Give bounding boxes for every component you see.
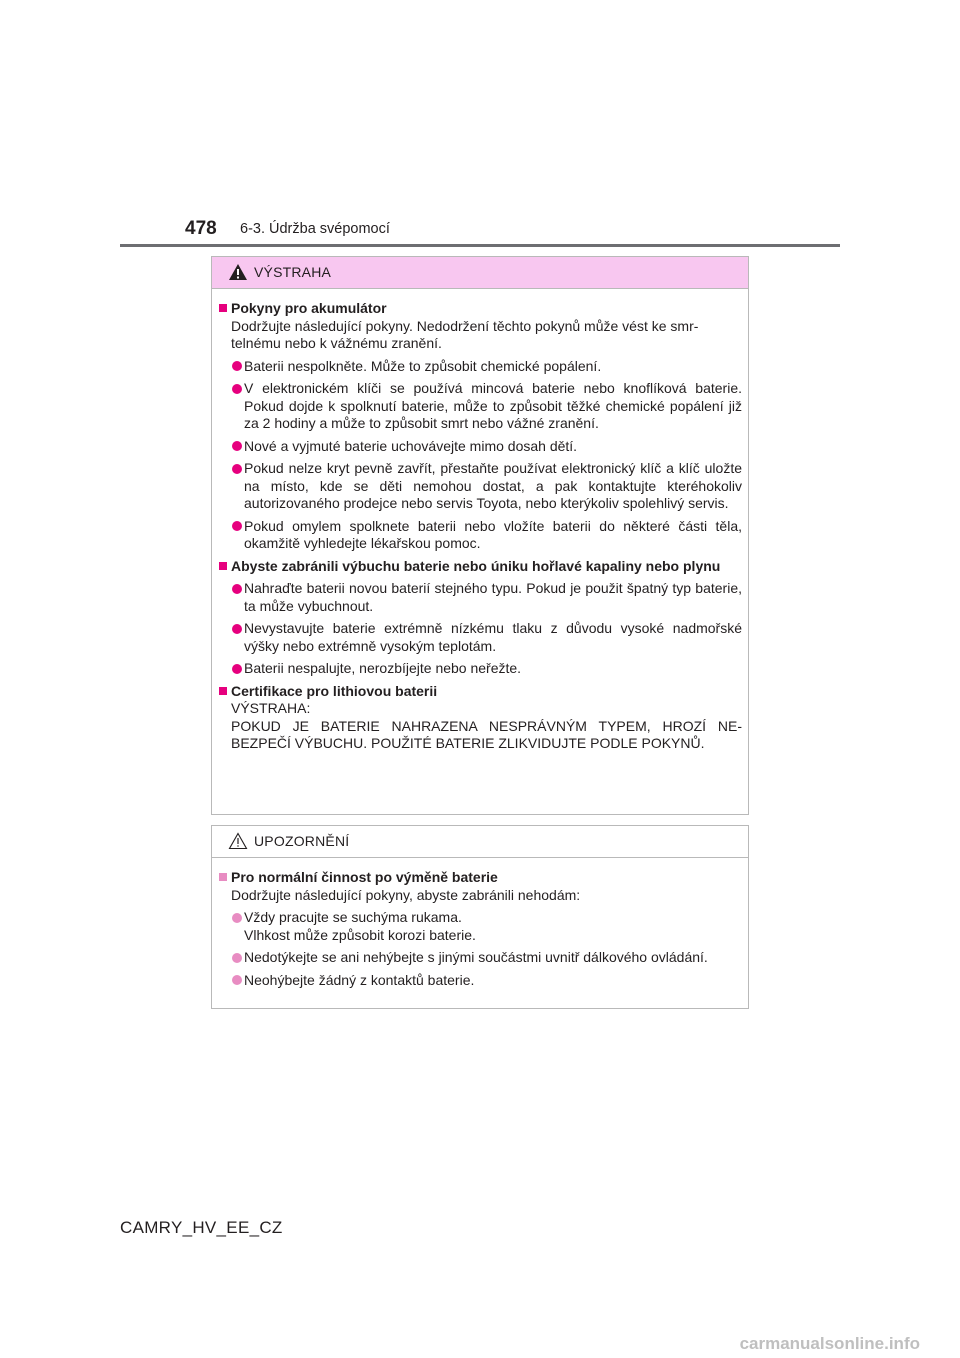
section-intro: Dodržujte následující pokyny. Nedodržení těchto pokynů může vést ke smr-telnému nebo k vážnému zranění. [231,317,699,351]
list-item-text: Nevystavujte baterie extrémně nízkému tlaku z důvodu vysoké nadmořské výšky nebo extrémně vysokým teplotám. [244,620,742,654]
list-item-text: Nové a vyjmuté baterie uchovávejte mimo dosah dětí. [244,437,578,454]
certification-line: VÝSTRAHA: [231,700,311,716]
list-item [219,949,742,967]
list-item [219,460,742,513]
round-bullet-icon [232,584,242,594]
warning-body [212,289,748,753]
caution-label: UPOZORNĚNÍ [254,833,350,849]
list-item-text: Vždy pracujte se suchýma rukama. [244,909,462,925]
section-heading [219,869,742,887]
section-heading [219,683,742,701]
list-item [219,518,742,553]
round-bullet-icon [232,521,242,531]
section-heading-text: Pro normální činnost po výměně baterie [231,869,498,885]
caution-body [212,858,748,989]
list-item [219,620,742,655]
list-item-text: Baterii nespolkněte. Může to způsobit chemické popálení. [244,357,602,374]
round-bullet-icon [232,384,242,394]
caution-box [211,825,749,1009]
section-heading-text: Abyste zabránili výbuchu baterie nebo úniku hořlavé kapaliny nebo plynu [231,557,721,574]
section-heading [219,300,742,318]
round-bullet-icon [232,664,242,674]
certification-line: POKUD JE BATERIE NAHRAZENA NESPRÁVNÝM TYPEM, HROZÍ NE-BEZPEČÍ VÝBUCHU. POUŽITÉ BATERIE ZLIKVIDUJTE PODLE POKYNŮ. [231,717,742,751]
watermark: carmanualsonline.info [739,1334,920,1353]
list-item-text: Vlhkost může způsobit korozi baterie. [244,926,476,943]
round-bullet-icon [232,913,242,923]
section-heading-text: Pokyny pro akumulátor [231,300,387,316]
list-item [219,380,742,433]
section-intro: Dodržujte následující pokyny, abyste zabránili nehodám: [231,886,581,903]
list-item-text: Pokud nelze kryt pevně zavřít, přestaňte používat elektronický klíč a klíč uložte na místo, kde se děti nemohou dostat, a pak kontaktujte kteréhokoliv autorizovaného prodejce nebo servis Toyota, nebo kterýkoliv spolehlivý servis. [244,460,742,511]
list-item-text: Baterii nespalujte, nerozbíjejte nebo neřežte. [244,660,522,676]
square-bullet-icon [219,562,227,570]
warning-triangle-icon [228,263,248,281]
list-item-text: Pokud omylem spolknete baterii nebo vložíte baterii do některé části těla, okamžitě vyhledejte lékařskou pomoc. [244,517,742,551]
list-item-text: Nahraďte baterii novou baterií stejného typu. Pokud je použit špatný typ baterie, ta může vybuchnout. [244,580,742,614]
caution-header [212,826,748,858]
section-title: 6-3. Údržba svépomocí [240,221,390,237]
round-bullet-icon [232,953,242,963]
list-item [219,438,742,456]
round-bullet-icon [232,361,242,371]
list-item-text: Neohýbejte žádný z kontaktů baterie. [244,971,475,988]
round-bullet-icon [232,441,242,451]
warning-header [212,257,748,289]
square-bullet-icon [219,304,227,312]
warning-label: VÝSTRAHA [254,264,332,280]
section-heading-text: Certifikace pro lithiovou baterii [231,682,438,699]
list-item [219,580,742,615]
list-item [219,358,742,376]
list-item-text: V elektronickém klíči se používá mincová baterie nebo knoflíková baterie. Pokud dojde k spolknutí baterie, může to způsobit těžké chemické popálení již za 2 hodiny a může to způsobit smrt nebo vážné zranění. [244,380,742,431]
caution-triangle-icon [228,832,248,850]
list-item [219,909,742,944]
list-item-text: Nedotýkejte se ani nehýbejte s jinými součástmi uvnitř dálkového ovládání. [244,949,708,965]
list-item [219,660,742,678]
header-rule [120,244,840,247]
square-bullet-icon [219,873,227,881]
section-heading [219,558,742,576]
list-item [219,972,742,990]
square-bullet-icon [219,687,227,695]
round-bullet-icon [232,624,242,634]
page-number: 478 [185,218,217,239]
model-code: CAMRY_HV_EE_CZ [120,1218,283,1237]
round-bullet-icon [232,464,242,474]
warning-box [211,256,749,815]
round-bullet-icon [232,975,242,985]
